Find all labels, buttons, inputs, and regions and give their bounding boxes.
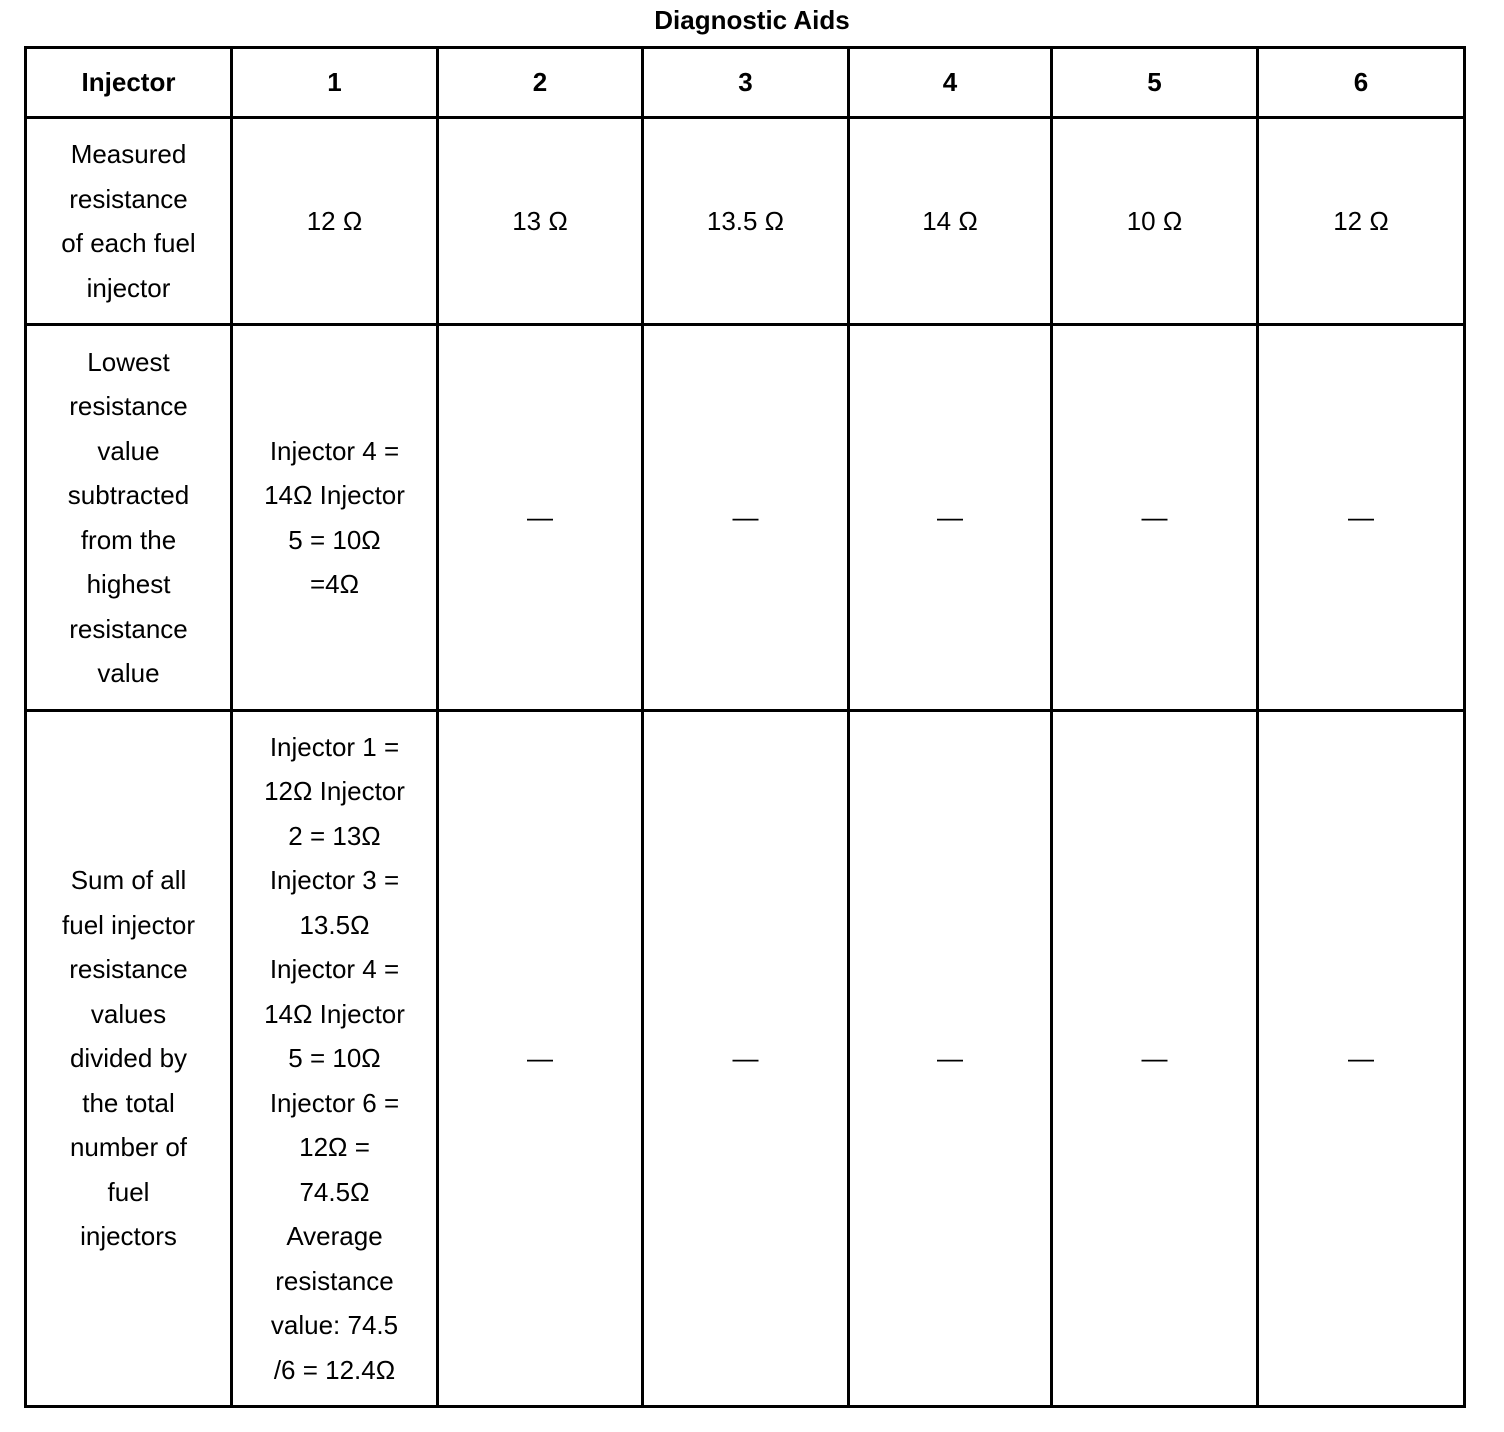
cell-measured-3: 13.5 Ω	[643, 118, 849, 325]
row-label-lowest-subtracted: Lowest resistance value subtracted from the highest resistance value	[26, 325, 232, 711]
header-cell-1: 1	[232, 48, 438, 118]
header-cell-6: 6	[1258, 48, 1465, 118]
cell-lowest-4: —	[849, 325, 1052, 711]
table-row	[26, 118, 1465, 325]
cell-lowest-2: —	[438, 325, 643, 711]
header-cell-3: 3	[643, 48, 849, 118]
cell-sum-6: —	[1258, 711, 1465, 1407]
cell-sum-1: Injector 1 = 12Ω Injector 2 = 13Ω Injector 3 = 13.5Ω Injector 4 = 14Ω Injector 5 = 10Ω Injector 6 = 12Ω = 74.5Ω Average resistance value: 74.5 /6 = 12.4Ω	[232, 711, 438, 1407]
row-label-measured-resistance: Measured resistance of each fuel injector	[26, 118, 232, 325]
page-title: Diagnostic Aids	[654, 5, 850, 35]
cell-measured-2: 13 Ω	[438, 118, 643, 325]
cell-lowest-5: —	[1052, 325, 1258, 711]
table-row	[26, 711, 1465, 1407]
cell-measured-4: 14 Ω	[849, 118, 1052, 325]
header-cell-5: 5	[1052, 48, 1258, 118]
table-row	[26, 325, 1465, 711]
header-cell-injector: Injector	[26, 48, 232, 118]
cell-measured-5: 10 Ω	[1052, 118, 1258, 325]
cell-measured-6: 12 Ω	[1258, 118, 1465, 325]
cell-lowest-6: —	[1258, 325, 1465, 711]
table-header-row	[26, 48, 1465, 118]
cell-lowest-1: Injector 4 = 14Ω Injector 5 = 10Ω =4Ω	[232, 325, 438, 711]
cell-sum-5: —	[1052, 711, 1258, 1407]
cell-lowest-3: —	[643, 325, 849, 711]
cell-measured-1: 12 Ω	[232, 118, 438, 325]
row-label-sum-divided: Sum of all fuel injector resistance values divided by the total number of fuel injectors	[26, 711, 232, 1407]
header-cell-2: 2	[438, 48, 643, 118]
diagnostic-aids-table	[24, 46, 1466, 1408]
cell-sum-2: —	[438, 711, 643, 1407]
cell-sum-4: —	[849, 711, 1052, 1407]
cell-sum-3: —	[643, 711, 849, 1407]
header-cell-4: 4	[849, 48, 1052, 118]
